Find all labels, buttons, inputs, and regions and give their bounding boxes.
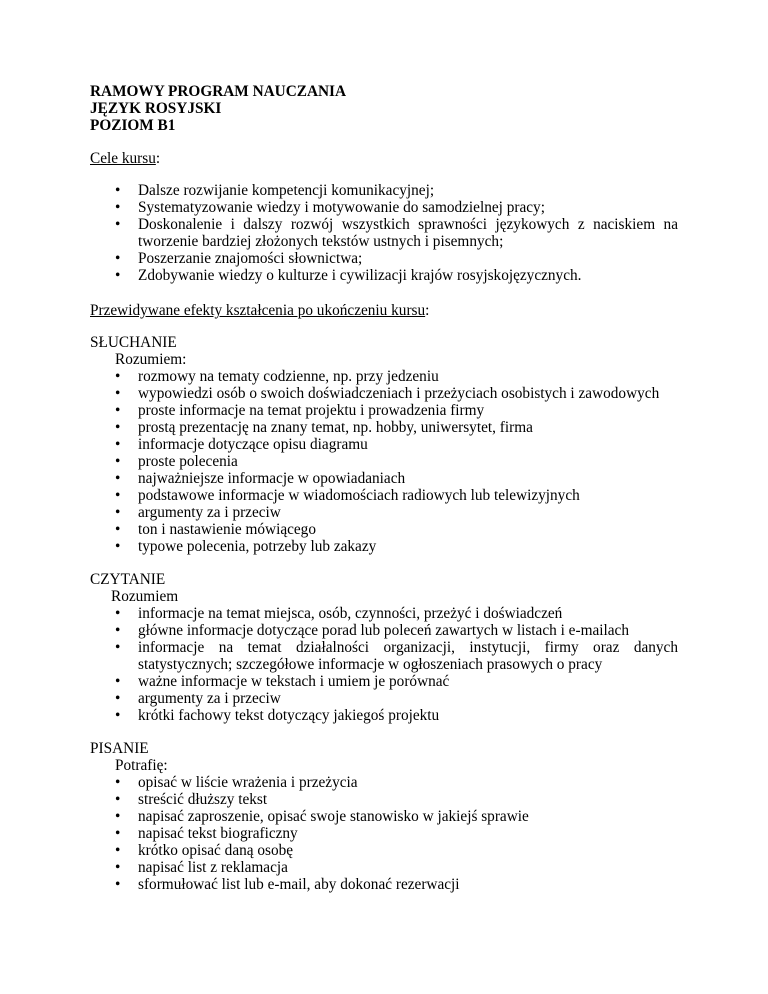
list-item-text: typowe polecenia, potrzeby lub zakazy — [138, 538, 377, 555]
list-item — [115, 521, 678, 538]
bullet-icon: • — [115, 199, 121, 216]
list-item — [115, 825, 678, 842]
bullet-icon: • — [115, 419, 121, 436]
list-item — [115, 791, 678, 808]
outcomes-heading — [90, 302, 429, 319]
title-line-1: RAMOWY PROGRAM NAUCZANIA — [90, 83, 347, 100]
goals-list — [115, 182, 678, 284]
bullet-icon: • — [115, 453, 121, 470]
list-item-text: informacje dotyczące opisu diagramu — [138, 436, 368, 453]
list-item-text: sformułować list lub e-mail, aby dokonać rezerwacji — [138, 876, 460, 893]
list-item — [115, 808, 678, 825]
list-item — [115, 842, 678, 859]
goals-heading-text: Cele kursu — [90, 150, 156, 167]
bullet-icon: • — [115, 368, 121, 385]
list-item-text: informacje na temat działalności organizacji, instytucji, firmy oraz danych statystycznych; szczegółowe informacje w ogłoszeniach prasowych o pracy — [138, 639, 678, 673]
bullet-icon: • — [115, 876, 121, 893]
list-item-text: opisać w liście wrażenia i przeżycia — [138, 774, 358, 791]
bullet-icon: • — [115, 182, 121, 199]
list-item — [115, 487, 678, 504]
list-item — [115, 267, 678, 284]
list-item — [115, 707, 678, 724]
outcomes-heading-colon: : — [425, 302, 430, 319]
bullet-icon: • — [115, 622, 121, 639]
list-item — [115, 402, 678, 419]
list-item — [115, 538, 678, 555]
list-item — [115, 504, 678, 521]
list-item-text: Zdobywanie wiedzy o kulturze i cywilizacji krajów rosyjskojęzycznych. — [138, 267, 582, 284]
list-item — [115, 622, 678, 639]
list-item — [115, 774, 678, 791]
list-item-text: Dalsze rozwijanie kompetencji komunikacyjnej; — [138, 182, 435, 199]
list-item — [115, 216, 678, 250]
bullet-icon: • — [115, 216, 121, 233]
bullet-icon: • — [115, 250, 121, 267]
writing-heading: PISANIE — [90, 740, 149, 757]
list-item — [115, 470, 678, 487]
list-item-text: Systematyzowanie wiedzy i motywowanie do samodzielnej pracy; — [138, 199, 545, 216]
list-item-text: rozmowy na tematy codzienne, np. przy jedzeniu — [138, 368, 439, 385]
list-item — [115, 673, 678, 690]
reading-list — [115, 605, 678, 724]
document-title — [90, 83, 346, 134]
list-item-text: proste informacje na temat projektu i prowadzenia firmy — [138, 402, 485, 419]
listening-heading: SŁUCHANIE — [90, 334, 177, 351]
bullet-icon: • — [115, 639, 121, 656]
goals-heading — [90, 150, 160, 167]
title-line-3: POZIOM B1 — [90, 117, 176, 134]
list-item — [115, 639, 678, 673]
bullet-icon: • — [115, 487, 121, 504]
list-item-text: ważne informacje w tekstach i umiem je porównać — [138, 673, 450, 690]
list-item-text: proste polecenia — [138, 453, 238, 470]
bullet-icon: • — [115, 605, 121, 622]
list-item — [115, 453, 678, 470]
reading-lead: Rozumiem — [111, 588, 179, 605]
list-item-text: ton i nastawienie mówiącego — [138, 521, 316, 538]
goals-heading-colon: : — [155, 150, 161, 167]
list-item — [115, 859, 678, 876]
bullet-icon: • — [115, 267, 121, 284]
writing-list — [115, 774, 678, 893]
bullet-icon: • — [115, 690, 121, 707]
reading-heading: CZYTANIE — [90, 571, 166, 588]
list-item — [115, 199, 678, 216]
bullet-icon: • — [115, 402, 121, 419]
list-item-text: najważniejsze informacje w opowiadaniach — [138, 470, 406, 487]
list-item — [115, 419, 678, 436]
writing-lead: Potrafię: — [115, 757, 168, 774]
list-item — [115, 385, 678, 402]
list-item — [115, 182, 678, 199]
bullet-icon: • — [115, 825, 121, 842]
list-item — [115, 368, 678, 385]
list-item-text: Poszerzanie znajomości słownictwa; — [138, 250, 363, 267]
bullet-icon: • — [115, 470, 121, 487]
list-item-text: streścić dłuższy tekst — [138, 791, 268, 808]
list-item-text: wypowiedzi osób o swoich doświadczeniach i przeżyciach osobistych i zawodowych — [138, 385, 660, 402]
list-item-text: Doskonalenie i dalszy rozwój wszystkich sprawności językowych z naciskiem na tworzenie bardziej złożonych tekstów ustnych i pisemnych; — [138, 216, 678, 250]
bullet-icon: • — [115, 842, 121, 859]
list-item-text: napisać zaproszenie, opisać swoje stanowisko w jakiejś sprawie — [138, 808, 529, 825]
bullet-icon: • — [115, 538, 121, 555]
listening-lead: Rozumiem: — [115, 351, 187, 368]
bullet-icon: • — [115, 521, 121, 538]
list-item-text: prostą prezentację na znany temat, np. hobby, uniwersytet, firma — [138, 419, 533, 436]
bullet-icon: • — [115, 707, 121, 724]
list-item-text: krótki fachowy tekst dotyczący jakiegoś projektu — [138, 707, 440, 724]
list-item — [115, 436, 678, 453]
bullet-icon: • — [115, 808, 121, 825]
bullet-icon: • — [115, 504, 121, 521]
list-item-text: argumenty za i przeciw — [138, 690, 281, 707]
bullet-icon: • — [115, 385, 121, 402]
list-item-text: podstawowe informacje w wiadomościach radiowych lub telewizyjnych — [138, 487, 580, 504]
outcomes-heading-text: Przewidywane efekty kształcenia po ukończeniu kursu — [90, 302, 426, 319]
title-line-2: JĘZYK ROSYJSKI — [90, 100, 222, 117]
list-item-text: napisać list z reklamacja — [138, 859, 288, 876]
bullet-icon: • — [115, 436, 121, 453]
bullet-icon: • — [115, 673, 121, 690]
list-item — [115, 690, 678, 707]
list-item — [115, 876, 678, 893]
list-item-text: informacje na temat miejsca, osób, czynności, przeżyć i doświadczeń — [138, 605, 563, 622]
list-item-text: krótko opisać daną osobę — [138, 842, 294, 859]
list-item-text: argumenty za i przeciw — [138, 504, 281, 521]
listening-list — [115, 368, 678, 555]
list-item-text: główne informacje dotyczące porad lub poleceń zawartych w listach i e-mailach — [138, 622, 629, 639]
bullet-icon: • — [115, 774, 121, 791]
list-item — [115, 250, 678, 267]
bullet-icon: • — [115, 791, 121, 808]
list-item-text: napisać tekst biograficzny — [138, 825, 298, 842]
bullet-icon: • — [115, 859, 121, 876]
list-item — [115, 605, 678, 622]
